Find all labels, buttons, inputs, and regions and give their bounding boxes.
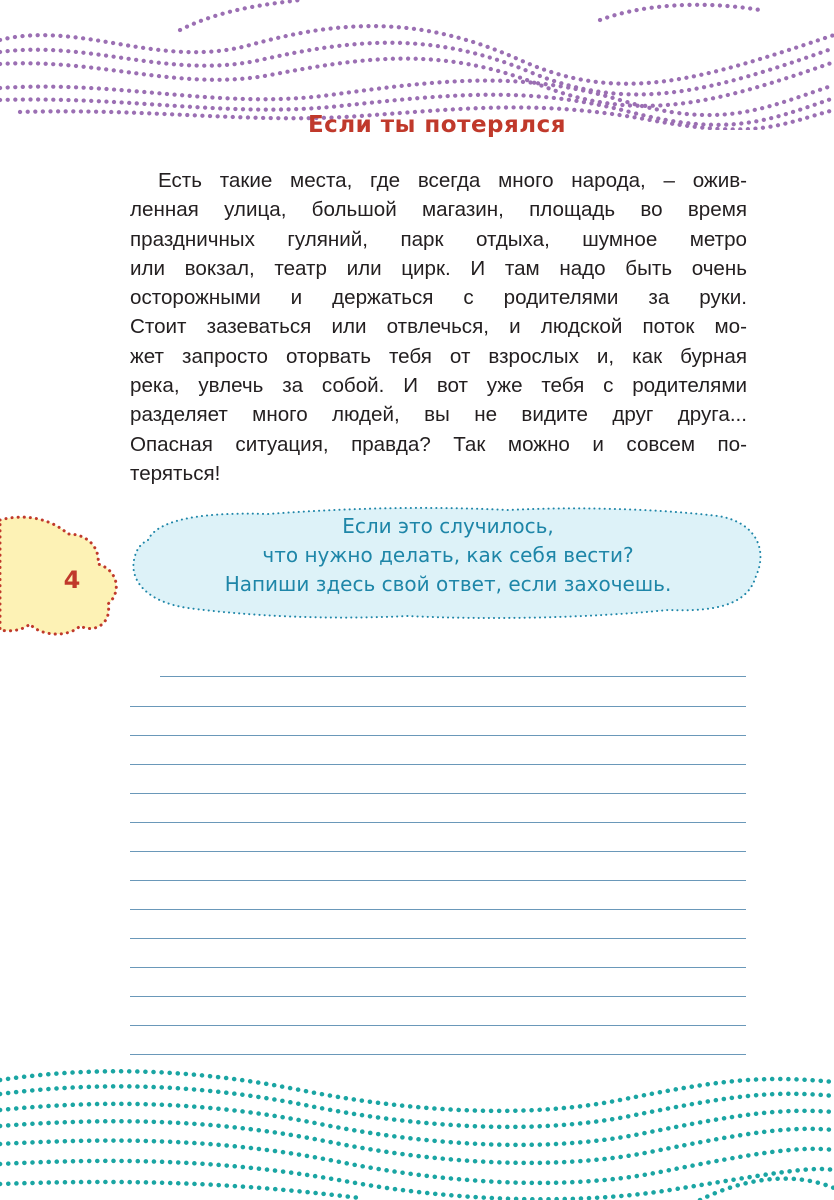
answer-line[interactable] (130, 880, 746, 881)
prompt-line: Напиши здесь свой ответ, если захочешь. (224, 572, 672, 596)
paragraph-line: ленная улица, большой магазин, площадь во время (130, 198, 747, 222)
answer-line[interactable] (130, 1025, 746, 1026)
paragraph-line: разделяет много людей, вы не видите друг друга... (130, 403, 747, 427)
paragraph-line: Опасная ситуация, правда? Так можно и совсем по- (130, 432, 747, 456)
task-number: 4 (63, 566, 81, 594)
paragraph-line: Стоит зазеваться или отвлечься, и людской поток мо- (130, 315, 747, 339)
paragraph-line: теряться! (130, 461, 221, 485)
answer-line[interactable] (130, 793, 746, 794)
answer-line[interactable] (130, 735, 746, 736)
page-title: Если ты потерялся (307, 112, 567, 138)
answer-line[interactable] (130, 909, 746, 910)
paragraph-line: праздничных гуляний, парк отдыха, шумное метро (130, 227, 747, 251)
bottom-dotted-wave-decoration (0, 1060, 834, 1200)
paragraph-line: или вокзал, театр или цирк. И там надо быть очень (130, 256, 747, 280)
answer-line[interactable] (130, 764, 746, 765)
story-paragraph (130, 166, 747, 488)
answer-line[interactable] (130, 996, 746, 997)
top-dotted-wave-decoration (0, 0, 834, 130)
prompt-line: что нужно делать, как себя вести? (262, 543, 634, 567)
answer-line[interactable] (130, 967, 746, 968)
answer-line[interactable] (160, 676, 746, 677)
prompt-text (128, 512, 768, 599)
answer-line[interactable] (130, 938, 746, 939)
paragraph-line: река, увлечь за собой. И вот уже тебя с родителями (130, 374, 747, 398)
paragraph-line: Есть такие места, где всегда много народа, – ожив- (158, 169, 747, 192)
answer-line[interactable] (130, 706, 746, 707)
prompt-line: Если это случилось, (342, 514, 554, 538)
answer-line[interactable] (130, 1054, 746, 1055)
paragraph-line: осторожными и держаться с родителями за руки. (130, 286, 747, 310)
answer-line[interactable] (130, 822, 746, 823)
answer-line[interactable] (130, 851, 746, 852)
paragraph-line: жет запросто оторвать тебя от взрослых и, как бурная (130, 344, 747, 368)
